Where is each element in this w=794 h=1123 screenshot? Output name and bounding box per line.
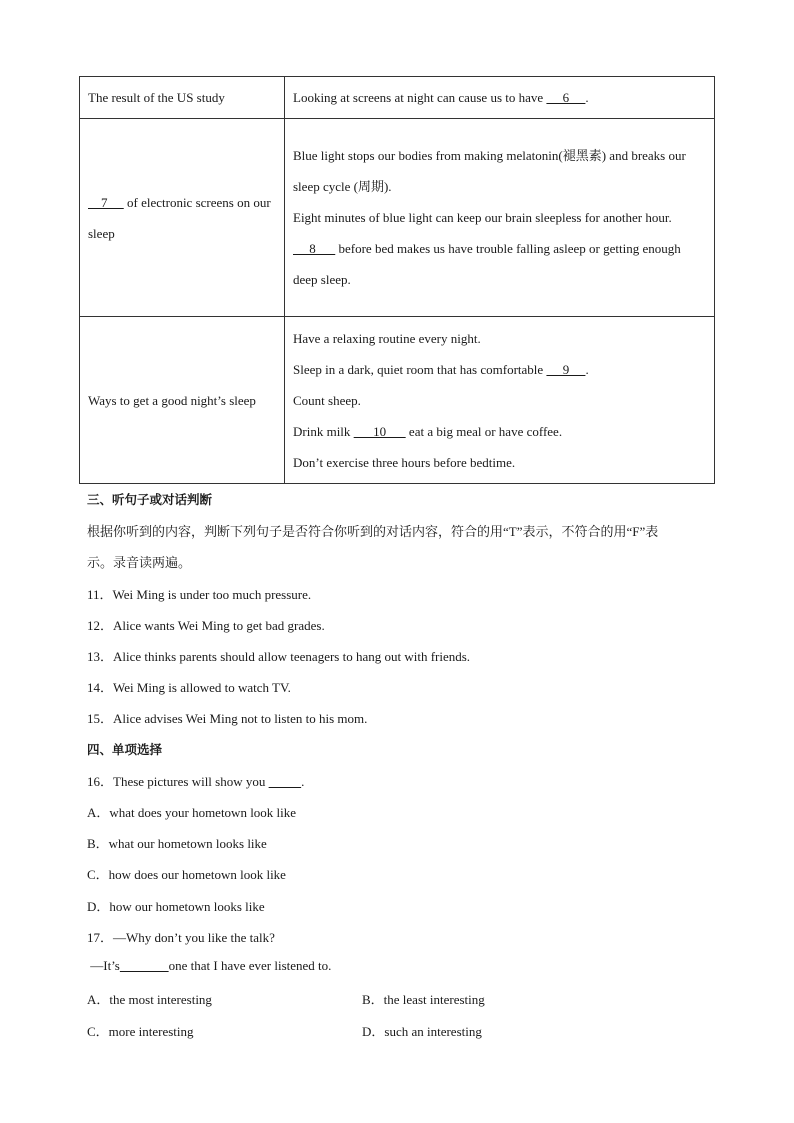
judgment-item-13: 13．Alice thinks parents should allow teenagers to hang out with friends. xyxy=(87,649,471,664)
detail-line xyxy=(293,323,706,354)
answer-blank: 8 xyxy=(293,241,336,256)
topic-text: The result of the US study xyxy=(88,90,225,105)
q16-option-c: C．how does our hometown look like xyxy=(87,867,286,882)
detail-text: . xyxy=(585,361,589,377)
question-17-stem: 17．—Why don’t you like the talk? xyxy=(87,930,275,945)
detail-line xyxy=(293,82,706,113)
detail-text: Count sheep. xyxy=(293,392,361,408)
detail-text: Eight minutes of blue light can keep our brain sleepless for another hour. xyxy=(293,210,672,225)
detail-line xyxy=(293,202,706,233)
q17-option-b: B．the least interesting xyxy=(362,992,485,1007)
table-cell-details xyxy=(285,77,715,119)
table-cell-topic xyxy=(80,119,285,317)
section3-instruction-line2: 示。录音读两遍。 xyxy=(87,555,192,570)
info-table xyxy=(79,76,715,484)
judgment-item-15: 15．Alice advises Wei Ming not to listen to his mom. xyxy=(87,711,368,726)
detail-text: before bed makes us have trouble falling asleep or getting enough deep sleep. xyxy=(293,241,681,287)
table-cell-topic xyxy=(80,77,285,119)
q16-stem-post: . xyxy=(301,774,305,789)
detail-text: Sleep in a dark, quiet room that has comfortable xyxy=(293,361,547,377)
question-17-answer-line xyxy=(87,958,331,974)
answer-blank: 10 xyxy=(353,423,406,439)
table-cell-topic xyxy=(80,317,285,484)
table-row xyxy=(80,77,715,119)
question-16-stem xyxy=(87,771,304,790)
topic-text: Ways to get a good night’s sleep xyxy=(88,392,256,408)
detail-line xyxy=(293,354,706,385)
detail-text: Drink milk xyxy=(293,423,354,439)
detail-line xyxy=(293,447,706,478)
detail-text: Looking at screens at night can cause us to have xyxy=(293,90,547,105)
q16-option-d: D．how our hometown looks like xyxy=(87,899,265,914)
answer-blank: 6 xyxy=(546,90,586,105)
detail-line xyxy=(293,140,706,202)
table-row xyxy=(80,119,715,317)
section3-instruction-line1: 根据你听到的内容，判断下列句子是否符合你听到的对话内容，符合的用“T”表示，不符合的用“F”表 xyxy=(87,524,659,539)
q17-option-a: A．the most interesting xyxy=(87,992,212,1007)
detail-line xyxy=(293,233,706,295)
detail-line xyxy=(293,385,706,416)
detail-text: Have a relaxing routine every night. xyxy=(293,330,481,346)
q16-blank xyxy=(269,774,305,789)
judgment-item-14: 14．Wei Ming is allowed to watch TV. xyxy=(87,680,291,695)
judgment-item-11: 11．Wei Ming is under too much pressure. xyxy=(87,587,312,602)
section4-heading: 四、单项选择 xyxy=(87,742,163,757)
q17-option-c: C．more interesting xyxy=(87,1024,194,1039)
detail-text: eat a big meal or have coffee. xyxy=(405,423,563,439)
q16-option-a: A．what does your hometown look like xyxy=(87,805,297,820)
q17-option-d: D．such an interesting xyxy=(362,1024,482,1039)
detail-text: Blue light stops our bodies from making melatonin(褪黑素) and breaks our sleep cycle (周期). xyxy=(293,148,686,194)
q17-line2-post: one that I have ever listened to. xyxy=(168,958,332,973)
judgment-item-12: 12．Alice wants Wei Ming to get bad grades. xyxy=(87,618,325,633)
table-cell-details xyxy=(285,317,715,484)
detail-text: Don’t exercise three hours before bedtime. xyxy=(293,454,516,470)
q16-option-b: B．what our hometown looks like xyxy=(87,836,267,851)
q16-stem-pre: 16．These pictures will show you xyxy=(87,774,269,789)
q17-line2-pre: —It’s xyxy=(87,958,120,973)
table-row xyxy=(80,317,715,484)
q17-blank xyxy=(120,958,169,973)
answer-blank: 9 xyxy=(546,361,586,377)
topic-text: of electronic screens on our sleep xyxy=(88,194,271,241)
answer-blank: 7 xyxy=(88,194,124,210)
detail-line xyxy=(293,416,706,447)
table-cell-details xyxy=(285,119,715,317)
section3-heading: 三、听句子或对话判断 xyxy=(87,492,213,507)
detail-text: . xyxy=(585,90,589,105)
